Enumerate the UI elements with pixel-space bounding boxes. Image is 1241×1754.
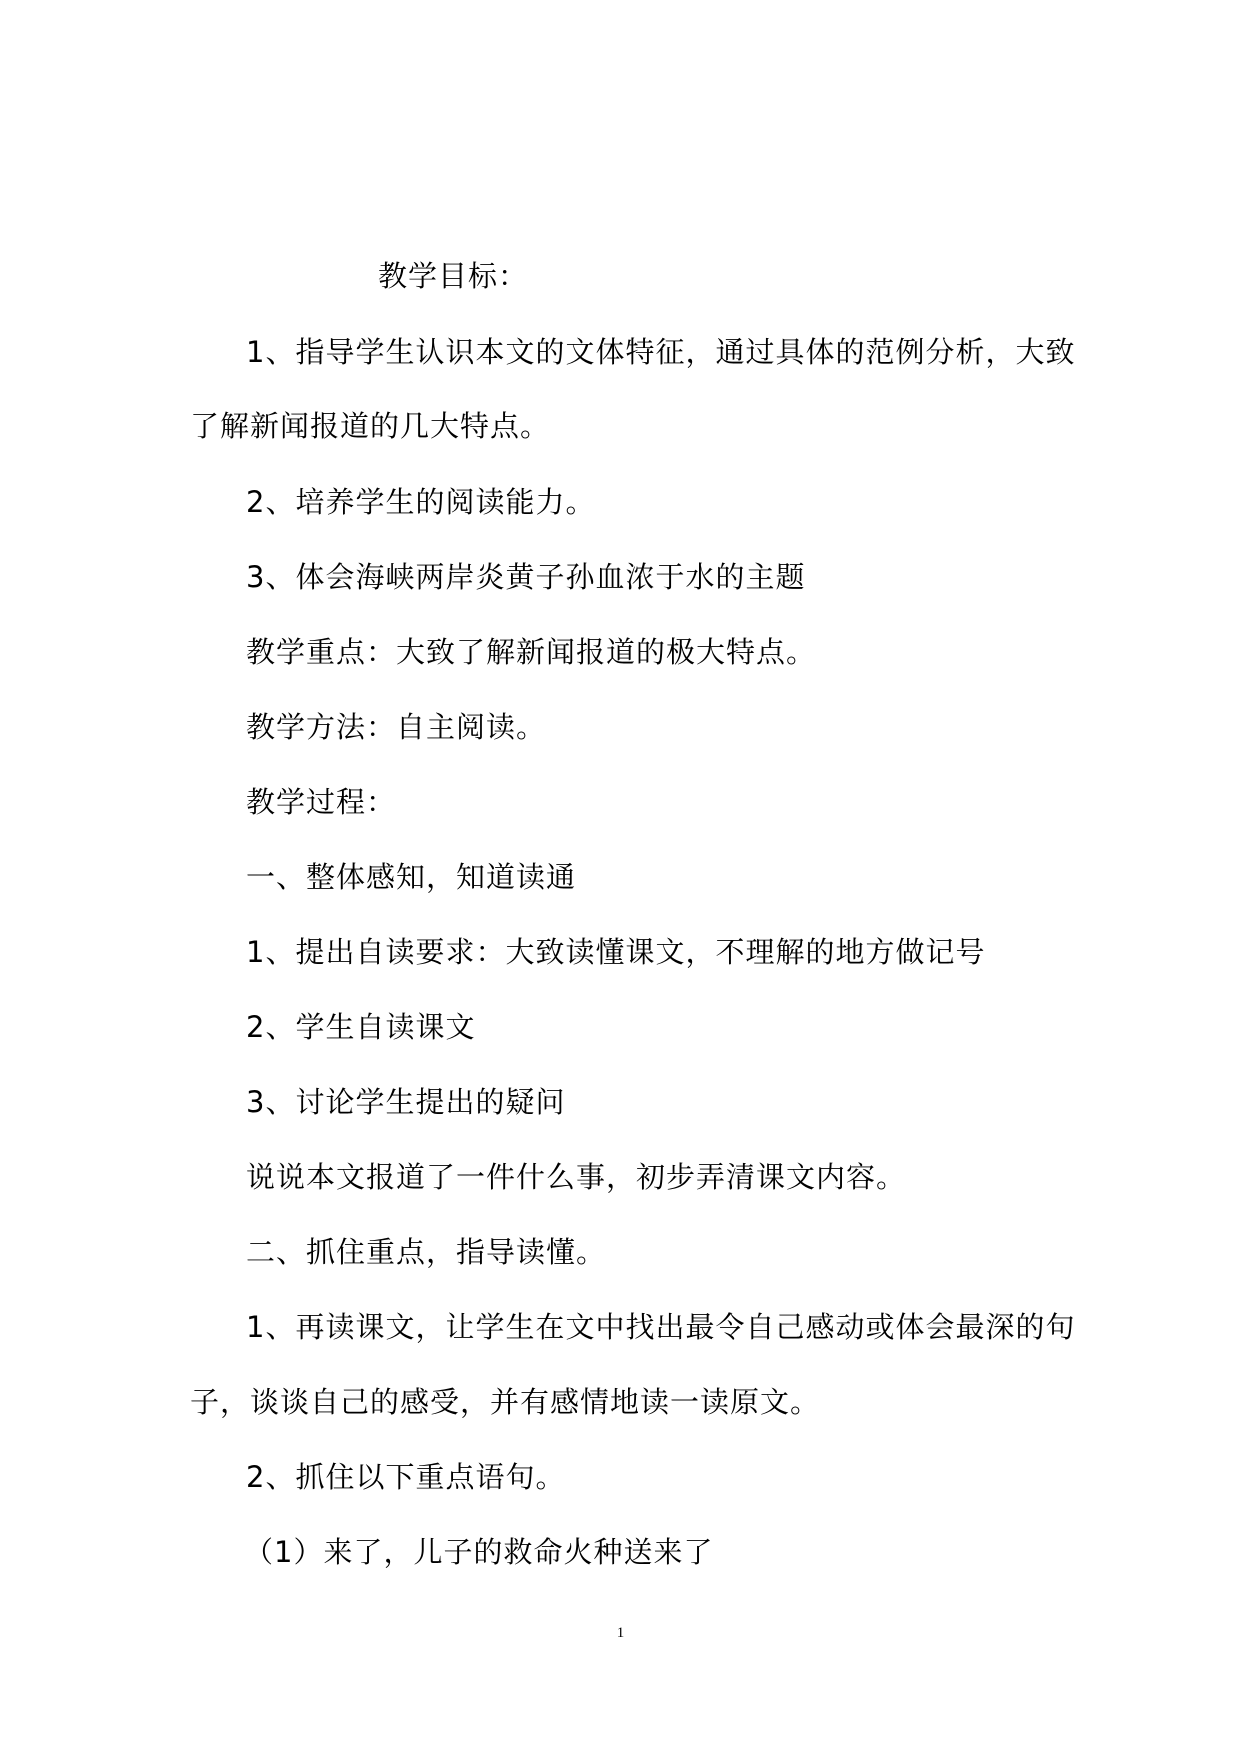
section-1-step-2: 2、学生自读课文 (246, 1010, 476, 1044)
goal-1-line-2: 了解新闻报道的几大特点。 (190, 409, 551, 443)
section-1-step-3: 3、讨论学生提出的疑问 (246, 1085, 566, 1119)
page-number: 1 (616, 1625, 625, 1641)
goal-2: 2、培养学生的阅读能力。 (246, 485, 596, 519)
section-2-heading: 二、抓住重点，指导读懂。 (246, 1235, 607, 1269)
heading-teaching-goals: 教学目标： (378, 259, 529, 293)
teaching-method: 教学方法：自主阅读。 (246, 710, 547, 744)
section-1-heading: 一、整体感知，知道读通 (246, 860, 577, 894)
heading-teaching-process: 教学过程： (246, 785, 397, 819)
section-1-step-1: 1、提出自读要求：大致读懂课文，不理解的地方做记号 (246, 935, 986, 969)
section-2-step-1-line-1: 1、再读课文，让学生在文中找出最令自己感动或体会最深的句 (246, 1310, 1076, 1344)
goal-1-line-1: 1、指导学生认识本文的文体特征，通过具体的范例分析，大致 (246, 335, 1076, 369)
section-2-step-1-line-2: 子，谈谈自己的感受，并有感情地读一读原文。 (190, 1385, 821, 1419)
section-1-note: 说说本文报道了一件什么事，初步弄清课文内容。 (246, 1160, 907, 1194)
teaching-focus: 教学重点：大致了解新闻报道的极大特点。 (246, 635, 817, 669)
section-2-step-2: 2、抓住以下重点语句。 (246, 1460, 566, 1494)
goal-3: 3、体会海峡两岸炎黄子孙血浓于水的主题 (246, 560, 806, 594)
key-sentence-1: （1）来了，儿子的救命火种送来了 (244, 1535, 714, 1569)
